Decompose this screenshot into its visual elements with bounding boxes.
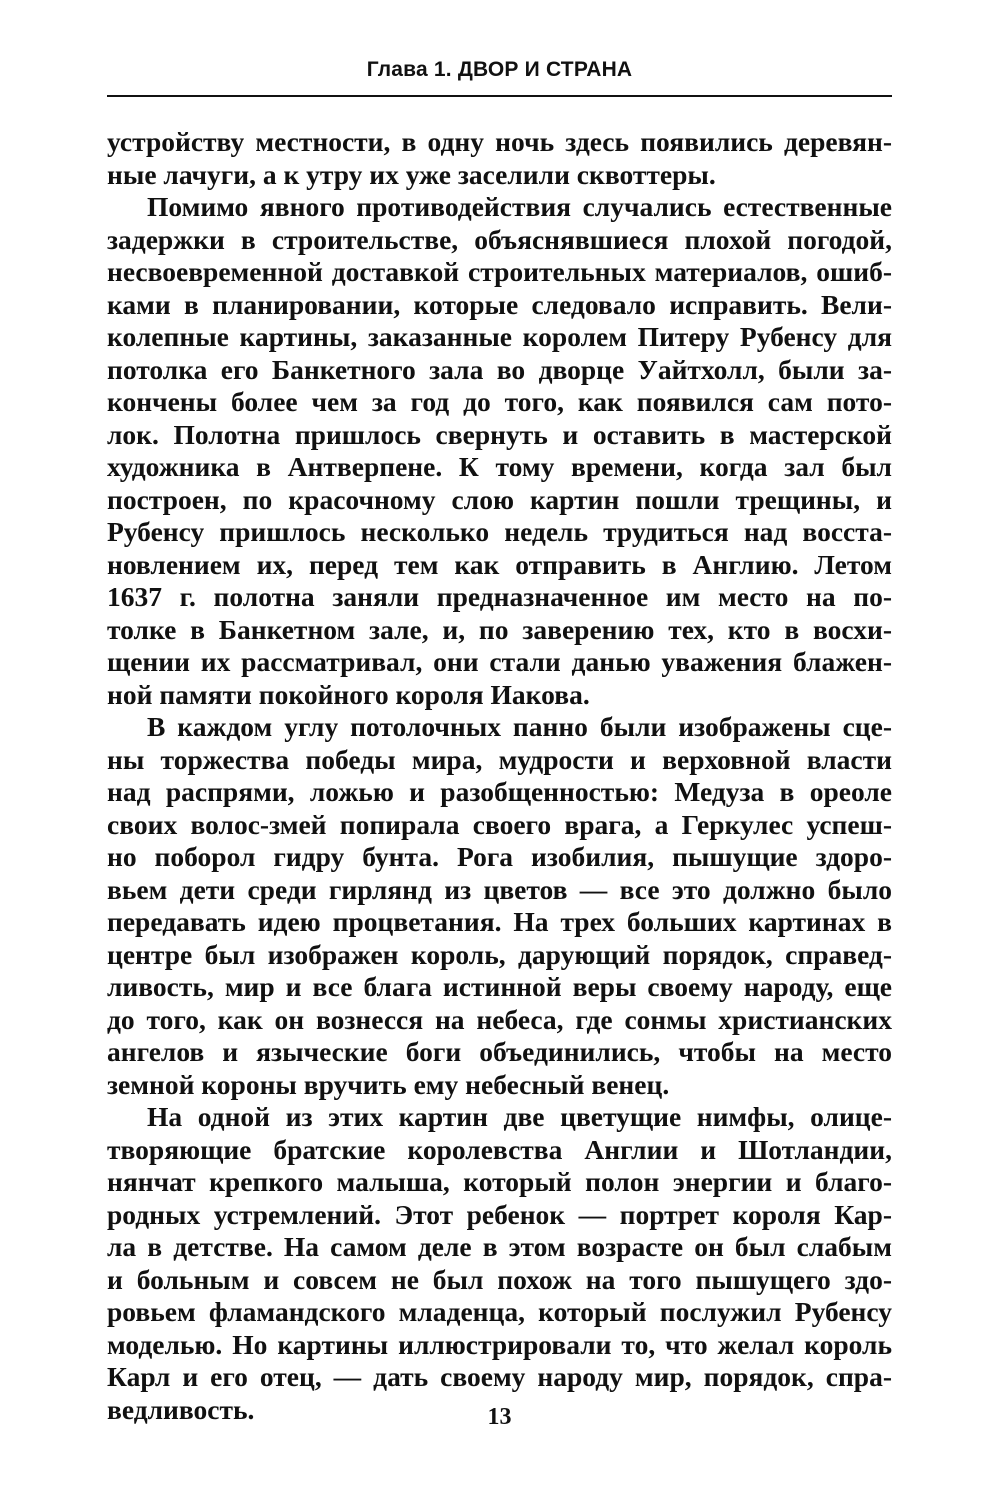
- paragraph: [107, 1101, 892, 1426]
- text-line: Помимо явного противодействия случались естественные: [147, 191, 892, 222]
- text-line: земной короны вручить ему небесный венец.: [107, 1068, 670, 1100]
- text-line: толке в Банкетном зале, и, по заверению тех, кто в восхи-: [107, 613, 892, 645]
- text-line: новлением их, перед тем как отправить в Англию. Летом: [107, 548, 892, 580]
- header-rule: [107, 95, 892, 97]
- paragraph: [107, 711, 892, 1101]
- text-line: художника в Антверпене. К тому времени, когда зал был: [107, 451, 892, 482]
- text-line: ливость, мир и все блага истинной веры своему народу, еще: [107, 971, 892, 1002]
- text-line: вьем дети среди гирлянд из цветов — все это должно было: [107, 873, 892, 905]
- text-line: своих волос-змей попирала своего врага, а Геркулес успеш-: [107, 808, 892, 840]
- text-line: устройству местности, в одну ночь здесь появились деревян-: [107, 126, 892, 157]
- text-line: задержки в строительстве, объяснявшиеся плохой погодой,: [107, 223, 892, 255]
- paragraph: [107, 191, 892, 711]
- text-line: Карл и его отец, — дать своему народу мир, порядок, спра-: [107, 1361, 892, 1392]
- body-text: [107, 126, 892, 1426]
- text-line: ангелов и языческие боги объединились, чтобы на место: [107, 1036, 892, 1067]
- text-line: ны торжества победы мира, мудрости и верховной власти: [107, 743, 892, 775]
- page-number: 13: [487, 1404, 512, 1430]
- text-line: творяющие братские королевства Англии и Шотландии,: [107, 1133, 892, 1165]
- text-line: моделью. Но картины иллюстрировали то, что желал король: [107, 1328, 892, 1360]
- text-line: ками в планировании, которые следовало исправить. Вели-: [107, 288, 892, 320]
- text-line: Рубенсу пришлось несколько недель трудиться над восста-: [107, 516, 892, 547]
- text-line: над распрями, ложью и разобщенностью: Медуза в ореоле: [107, 776, 892, 807]
- text-line: кончены более чем за год до того, как появился сам пото-: [107, 386, 892, 417]
- text-line: центре был изображен король, дарующий порядок, справед-: [107, 938, 892, 970]
- text-line: В каждом углу потолочных панно были изображены сце-: [147, 711, 892, 742]
- text-line: 1637 г. полотна заняли предназначенное им место на по-: [107, 581, 892, 612]
- text-line: передавать идею процветания. На трех больших картинах в: [107, 906, 892, 937]
- text-line: нянчат крепкого малыша, который полон энергии и благо-: [107, 1166, 892, 1197]
- text-line: лок. Полотна пришлось свернуть и оставить в мастерской: [107, 418, 892, 450]
- text-line: родных устремлений. Этот ребенок — портрет короля Кар-: [107, 1198, 892, 1230]
- text-line: но поборол гидру бунта. Рога изобилия, пышущие здоро-: [107, 841, 892, 872]
- text-line: потолка его Банкетного зала во дворце Уайтхолл, были за-: [107, 353, 892, 385]
- text-line: до того, как он вознесся на небеса, где сонмы христианских: [107, 1003, 892, 1035]
- text-line: ровьем фламандского младенца, который послужил Рубенсу: [107, 1296, 892, 1327]
- text-line: ла в детстве. На самом деле в этом возрасте он был слабым: [107, 1231, 892, 1262]
- paragraph: [107, 126, 892, 191]
- text-line: ные лачуги, а к утру их уже заселили сквоттеры.: [107, 158, 716, 190]
- running-head: Глава 1. ДВОР И СТРАНА: [366, 58, 633, 81]
- text-line: построен, по красочному слою картин пошли трещины, и: [107, 483, 892, 515]
- text-line: и больным и совсем не был похож на того пышущего здо-: [107, 1263, 892, 1295]
- text-line: На одной из этих картин две цветущие нимфы, олице-: [147, 1101, 892, 1132]
- text-line: несвоевременной доставкой строительных материалов, ошиб-: [107, 256, 892, 287]
- text-line: ведливость.: [107, 1393, 255, 1425]
- text-line: колепные картины, заказанные королем Питеру Рубенсу для: [107, 321, 892, 352]
- text-line: щении их рассматривал, они стали данью уважения блажен-: [107, 646, 892, 677]
- text-line: ной памяти покойного короля Иакова.: [107, 678, 590, 710]
